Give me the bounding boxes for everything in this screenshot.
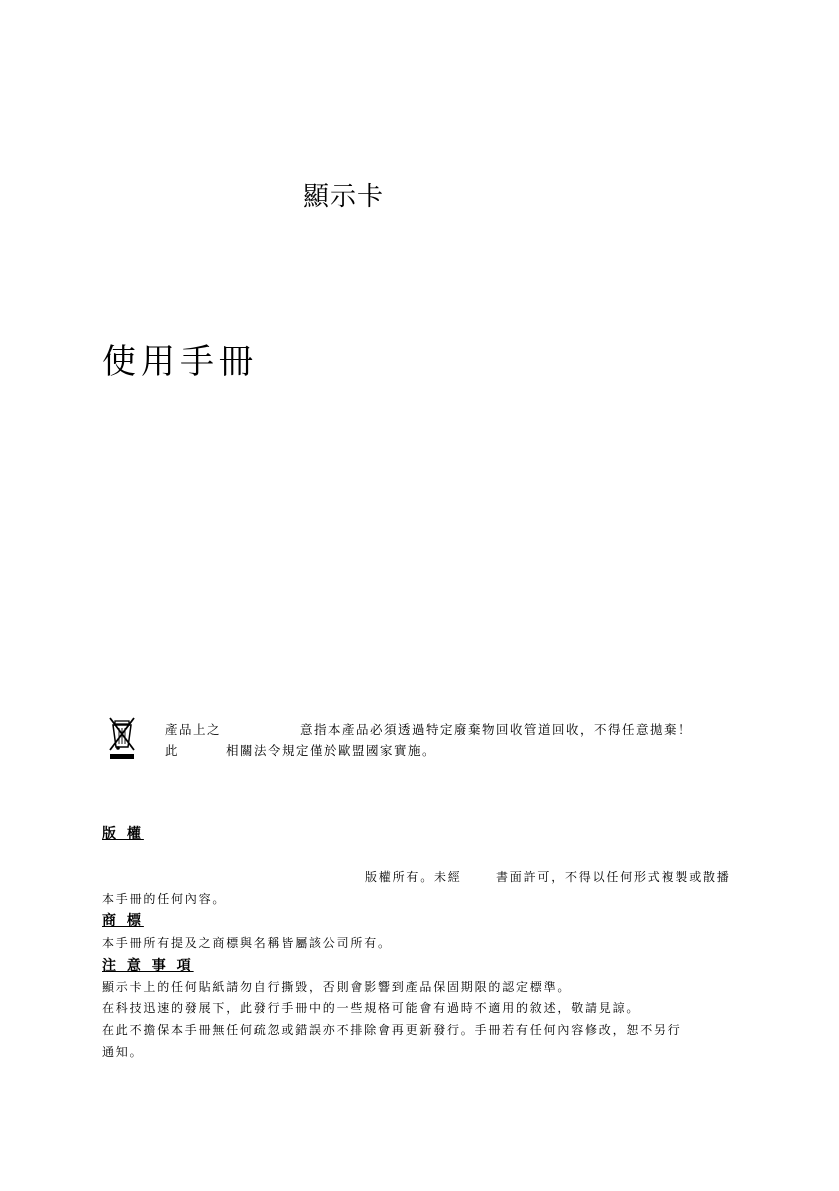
weee-line-2-prefix: 此 [165,743,180,758]
notice-line-1: 顯示卡上的任何貼紙請勿自行撕毀，否則會影響到產品保固期限的認定標準。 [102,980,572,994]
cover-title: 使用手冊 [102,342,258,382]
trademark-heading: 商 標 [102,913,144,929]
weee-line-1-prefix: 產品上之 [165,722,222,737]
copyright-line-1-tail: 書面許可，不得以任何形式複製或散播 [496,870,731,884]
weee-line-2: 相關法令規定僅於歐盟國家實施。 [226,743,437,758]
notice-line-2: 在科技迅速的發展下，此發行手冊中的一些規格可能會有過時不適用的敘述，敬請見諒。 [102,1001,641,1015]
cover-subtitle: 顯示卡 [303,182,385,212]
copyright-line-2: 本手冊的任何內容。 [102,892,227,906]
notice-line-3: 在此不擔保本手冊無任何疏忽或錯誤亦不排除會再更新發行。手冊若有任何內容修改，恕不另行 [102,1023,682,1037]
notice-line-4: 通知。 [102,1045,144,1059]
crossed-out-wheelie-bin-icon [108,716,136,760]
trademark-line-1: 本手冊所有提及之商標與名稱皆屬該公司所有。 [102,936,392,950]
weee-line-1: 意指本產品必須透過特定廢棄物回收管道回收，不得任意拋棄！ [300,722,693,737]
copyright-line-1: 版權所有。未經 [365,870,462,884]
notice-heading: 注 意 事 項 [102,958,194,974]
copyright-heading: 版 權 [102,826,144,842]
